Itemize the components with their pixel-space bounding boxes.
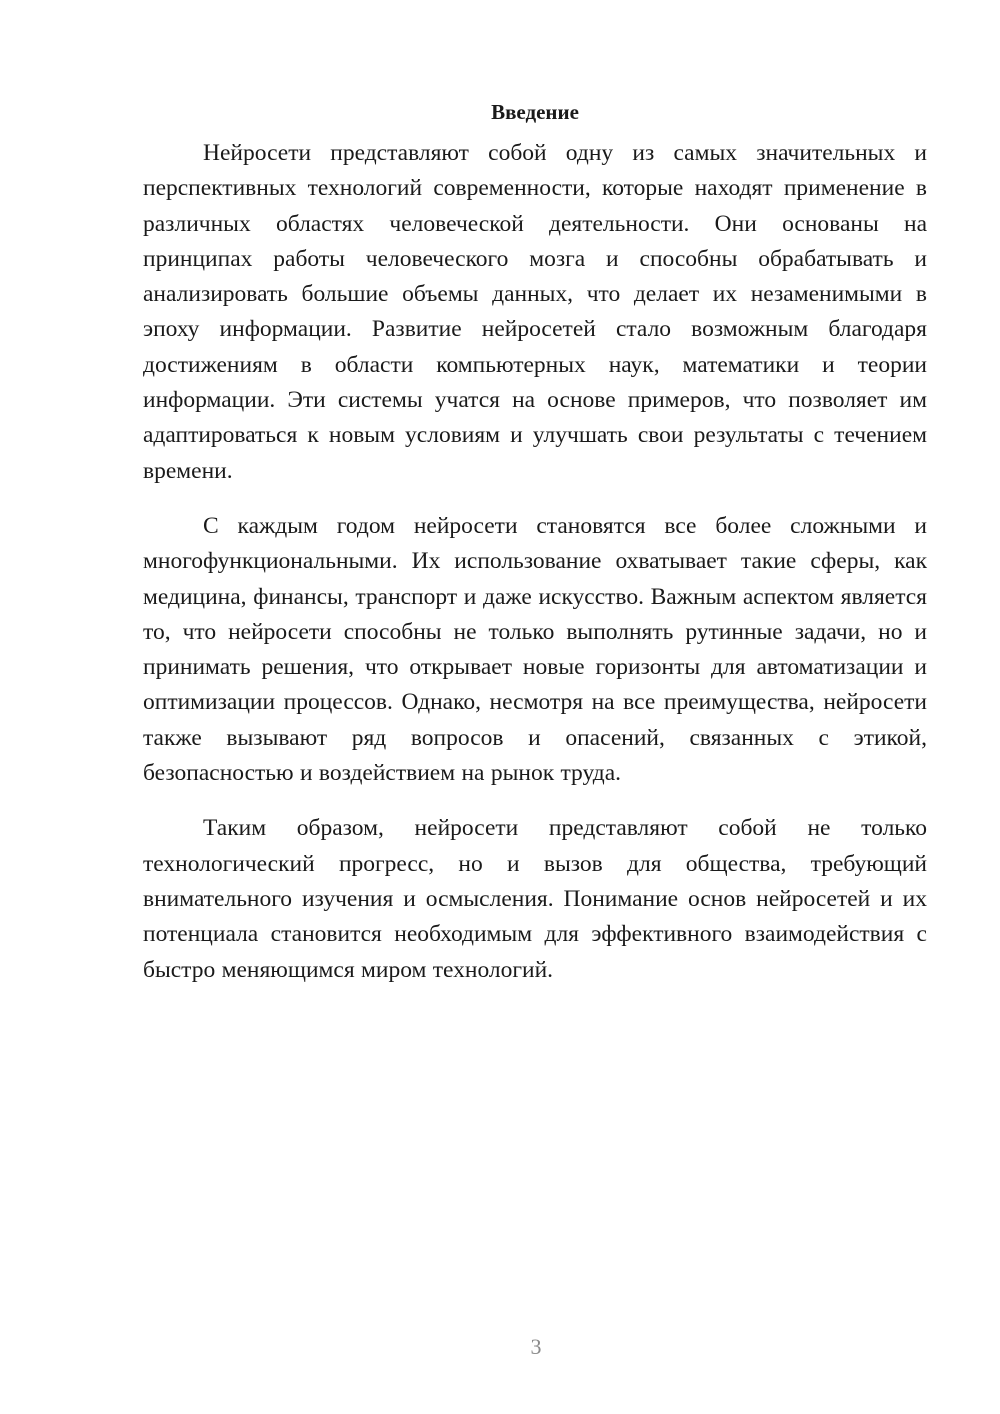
page-number: 3 [530,1334,542,1359]
page-content [143,98,927,1008]
paragraph-1: Нейросети представляют собой одну из самых значительных и перспективных технологий современности, которые находят применение в различных областях человеческой деятельности. Они основаны на принципах работы человеческого мозга и способны обрабатывать и анализировать большие объемы данных, что делает их незаменимыми в эпоху информации. Развитие нейросетей стало возможным благодаря достижениям в области компьютерных наук, математики и теории информации. Эти системы учатся на основе примеров, что позволяет им адаптироваться к новым условиям и улучшать свои результаты с течением времени. [143,140,927,484]
paragraph-3: Таким образом, нейросети представляют собой не только технологический прогресс, но и вызов для общества, требующий внимательного изучения и осмысления. Понимание основ нейросетей и их потенциала становится необходимым для эффективного взаимодействия с быстро меняющимся миром технологий. [143,815,927,983]
paragraph-2: С каждым годом нейросети становятся все более сложными и многофункциональными. Их использование охватывает такие сферы, как медицина, финансы, транспорт и даже искусство. Важным аспектом является то, что нейросети способны не только выполнять рутинные задачи, но и принимать решения, что открывает новые горизонты для автоматизации и оптимизации процессов. Однако, несмотря на все преимущества, нейросети также вызывают ряд вопросов и опасений, связанных с этикой, безопасностью и воздействием на рынок труда. [143,512,927,787]
section-title: Введение [491,100,579,124]
